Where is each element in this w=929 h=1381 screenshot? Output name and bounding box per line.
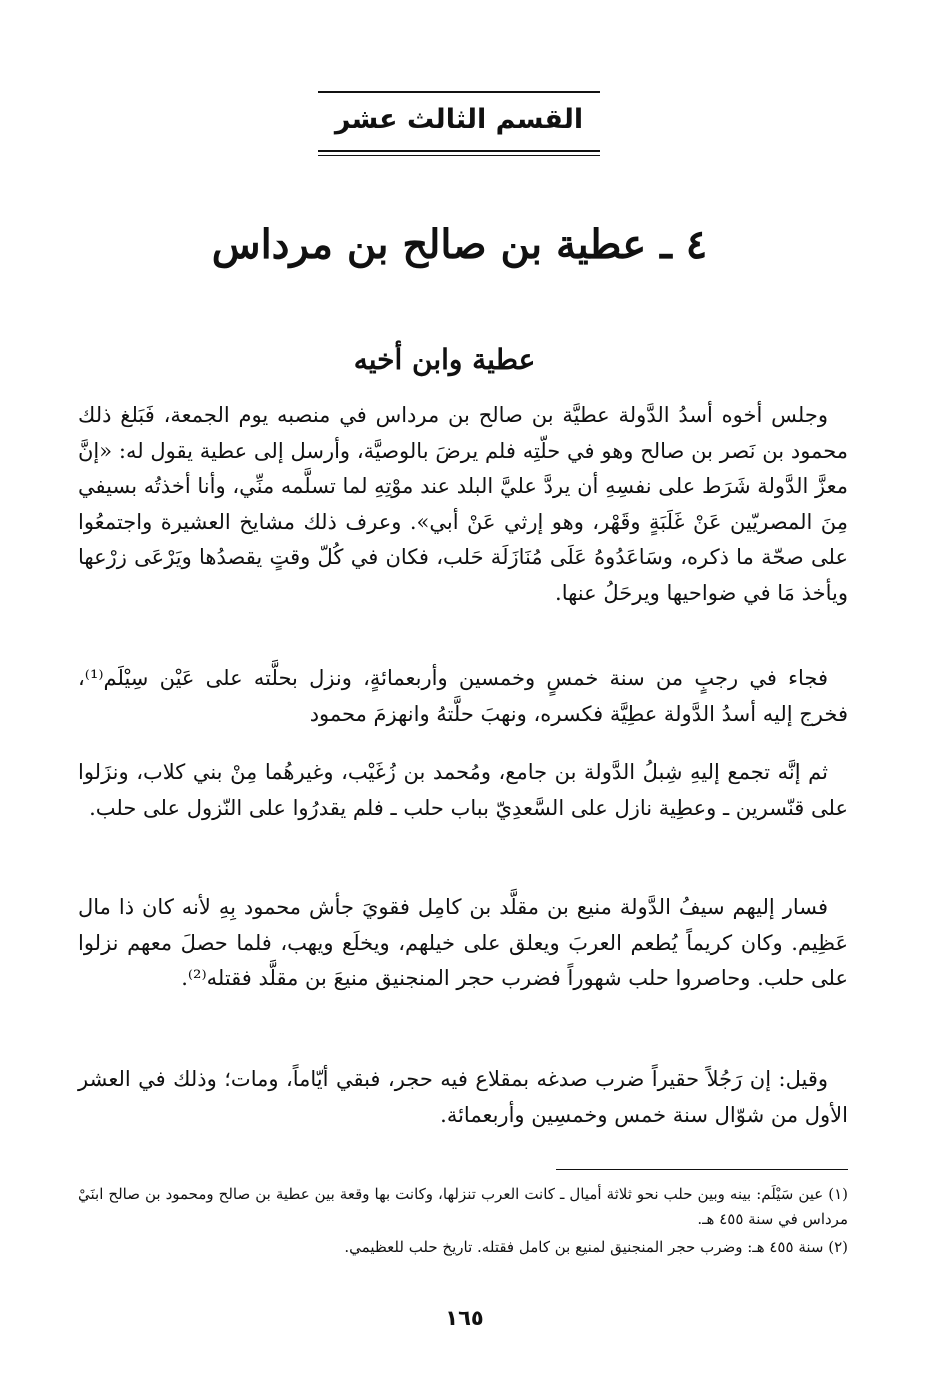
footnote-separator [556,1169,848,1170]
section-header [318,88,600,160]
paragraph-1 [78,398,848,611]
paragraph-text: ثم إنَّه تجمع إليهِ شِبلُ الدَّولة بن جامع، ومُحمد بن زُغَيْب، وغيرهُما مِنْ بني كلاب، ونزَلوا على قنّسرين ـ وعطِية نازل على السَّعدِيّ بباب حلب ـ فلم يقدرُوا على النّزول على حلب. [78,760,848,820]
header-bottom-rule [318,150,600,152]
paragraph-text: فسار إليهم سيفُ الدَّولة منيع بن مقلَّد بن كامِل فقويَ جأش محمود بِهِ لأنه كان ذا مال عَظِيم. وكان كريماً يُطعم العربَ ويعلق على خيلهم، ويخلَع ويهب، فلما حصلَ معهم نزلوا على حلب. وحاصروا حلب شهوراً فضرب حجر المنجنيق منيعَ بن مقلَّد فقتله⁽²⁾. [78,895,848,990]
footnote-1: (١) عين سَيْلَم: بينه وبين حلب نحو ثلاثة أميال ـ كانت العرب تنزلها، وكانت بها وقعة بين عطية بن صالح ومحمود بن صالح ابنَيْ مرداس في سنة ٤٥٥ هـ. [78,1185,848,1228]
footnotes [78,1182,848,1263]
paragraph-2 [78,661,848,732]
chapter-title: ٤ ـ عطية بن صالح بن مرداس [211,221,708,268]
paragraph-text: وقيل: إن رَجُلاً حقيراً ضرب صدغه بمقلاع فيه حجر، فبقي أيّاماً، ومات؛ وذلك في العشر الأول من شوّال سنة خمس وخمسِين وأربعمائة. [78,1067,848,1127]
paragraph-5 [78,1062,848,1133]
paragraph-text: فجاء في رجبٍ من سنة خمسٍ وخمسين وأربعمائةٍ، ونزل بحلَّته على عَيْن سِيْلَم⁽¹⁾، فخرج إليه أسدُ الدَّولة عطِيَّة فكسره، ونهبَ حلَّتهُ وانهزمَ محمود [78,666,848,726]
subtitle: عطية وابن أخيه [353,343,536,376]
paragraph-text: وجلس أخوه أسدُ الدَّولة عطيَّة بن صالح بن مرداس في منصبه يوم الجمعة، فَبَلغ ذلك محمود بن نَصر بن صالح وهو في حلّتِه فلم يرضَ بالوصيَّة، وأرسل إلى عطية يقول له: «إنَّ معزَّ الدَّولة شَرَط على نفسِهِ أن يردَّ عليَّ البلد عند موْتِهِ لما تسلَّمه منِّي، وأنا أخذتُه بسيفي مِنَ المصريّين عَنْ غَلَبَةٍ وقَهْر، وهو إرثي عَنْ أبي». وعرف ذلك مشايخ العشيرة واجتمعُوا على صحّة ما ذكره، وسَاعَدُوهُ عَلَى مُنَازَلَة حَلب، فكان في كُلّ وقتٍ يقصدُها ويَرْعَى زرْعها ويأخذ مَا في ضواحيها ويرحَلُ عنها. [78,403,848,605]
section-title: القسم الثالث عشر [334,104,584,135]
footnote-2: (٢) سنة ٤٥٥ هـ: وضرب حجر المنجنيق لمنيع بن كامل فقتله. تاريخ حلب للعظيمي. [344,1238,848,1256]
header-bottom-rule-thin [318,155,600,156]
paragraph-3 [78,755,848,826]
header-top-rule [318,91,600,93]
paragraph-4 [78,890,848,997]
page-number: ١٦٥ [445,1306,484,1330]
